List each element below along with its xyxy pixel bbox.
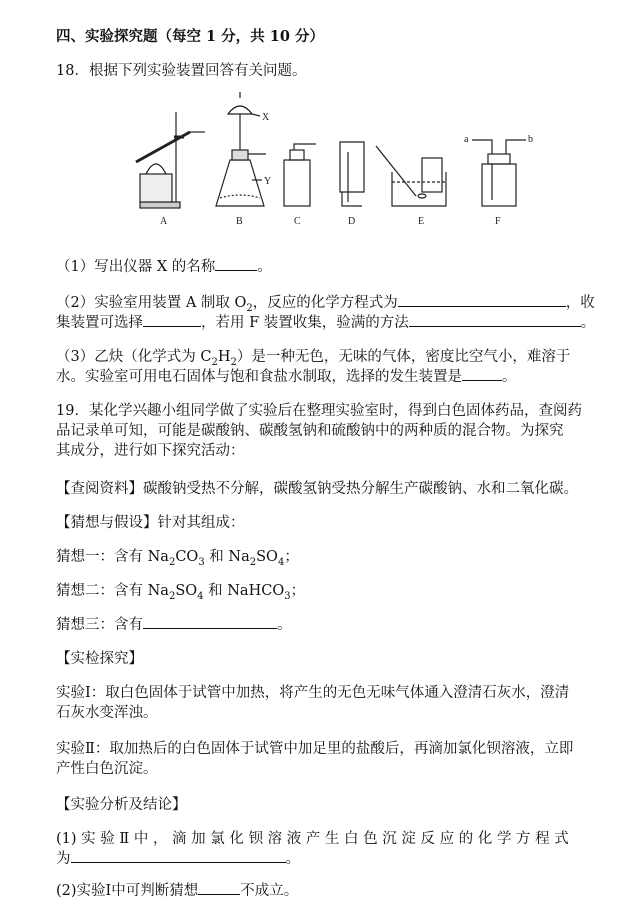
- answer-blank[interactable]: [215, 256, 257, 271]
- answer-blank[interactable]: [143, 614, 277, 629]
- mark-a: a: [464, 134, 469, 145]
- apparatus-a: [136, 112, 205, 208]
- q19-info: 【查阅资料】碳酸钠受热不分解，碳酸氢钠受热分解生产碳酸钠、水和二氧化碳。: [56, 481, 578, 497]
- q19-intro-3: 其成分，进行如下探究活动：: [56, 443, 245, 459]
- q19-hyp-1: 猜想一：含有 $Na_2CO_3$ 和 $Na_2SO_4$；: [56, 549, 299, 568]
- answer-blank[interactable]: [398, 292, 566, 307]
- label-d: D: [348, 216, 356, 227]
- q19-hyp-2: 猜想二：含有 $Na_2SO_4$ 和 NaHCO$_3$；: [56, 583, 306, 602]
- label-a: A: [160, 216, 168, 227]
- apparatus-diagram: [130, 92, 535, 235]
- q19-ana1-1: (1) 实 验 Ⅱ 中 ， 滴 加 氯 化 钡 溶 液 产 生 白 色 沉 淀 反 应 的 化 学 方 程 式: [56, 831, 569, 847]
- answer-blank[interactable]: [462, 366, 502, 381]
- q18-stem: 18．根据下列实验装置回答有关问题。: [56, 63, 307, 79]
- q19-hyp-title: 【猜想与假设】针对其组成：: [56, 515, 245, 531]
- apparatus-f: [472, 140, 526, 206]
- answer-blank[interactable]: [143, 312, 201, 327]
- q19-ana1-2: 为 。: [56, 848, 611, 870]
- q19-intro-1: 19．某化学兴趣小组同学做了实验后在整理实验室时，得到白色固体药品，查阅药: [56, 403, 582, 419]
- apparatus-c: [284, 144, 316, 206]
- section-title: 四、实验探究题（每空 1 分，共 10 分）: [56, 28, 324, 45]
- q18-p2-line1: （2）实验室用装置 A 制取 $O_2$，反应的化学方程式为 ，收: [56, 292, 611, 320]
- q18-p3-line2: 水。实验室可用电石固体与饱和食盐水制取，选择的发生装置是 。: [56, 366, 611, 388]
- q19-exp-title: 【实检探究】: [56, 651, 143, 667]
- q19-intro-2: 品记录单可知，可能是碳酸钠、碳酸氢钠和硫酸钠中的两种质的混合物。为探究: [56, 423, 564, 439]
- answer-blank[interactable]: [198, 880, 240, 895]
- mark-x: X: [262, 112, 270, 123]
- q19-ana-title: 【实验分析及结论】: [56, 797, 187, 813]
- q19-exp1-1: 实验Ⅰ：取白色固体于试管中加热，将产生的无色无味气体通入澄清石灰水，澄清: [56, 685, 570, 701]
- q18-p1: （1）写出仪器 X 的名称 。: [56, 256, 611, 278]
- answer-blank[interactable]: [409, 312, 581, 327]
- mark-y: Y: [264, 176, 272, 187]
- label-c: C: [294, 216, 301, 227]
- q18-p3-line1: （3）乙炔（化学式为 $C_2H_2$）是一种无色，无味的气体，密度比空气小，难溶于: [56, 349, 571, 368]
- q18-p2-line2: 集装置可选择 ，若用 F 装置收集，验满的方法 。: [56, 312, 611, 334]
- label-b: B: [236, 216, 243, 227]
- q19-exp2-1: 实验Ⅱ：取加热后的白色固体于试管中加足里的盐酸后，再滴加氯化钡溶液，立即: [56, 741, 574, 757]
- label-f: F: [495, 216, 501, 227]
- q19-hyp-3: 猜想三：含有 。: [56, 614, 611, 636]
- q19-exp1-2: 石灰水变浑浊。: [56, 705, 158, 721]
- q19-ana2: (2)实验Ⅰ中可判断猜想 不成立。: [56, 880, 611, 902]
- apparatus-e: [376, 146, 446, 206]
- apparatus-b: [216, 92, 266, 206]
- label-e: E: [418, 216, 425, 227]
- q19-exp2-2: 产性白色沉淀。: [56, 761, 158, 777]
- apparatus-d: [340, 142, 364, 206]
- answer-blank[interactable]: [71, 848, 286, 863]
- mark-b: b: [528, 134, 533, 145]
